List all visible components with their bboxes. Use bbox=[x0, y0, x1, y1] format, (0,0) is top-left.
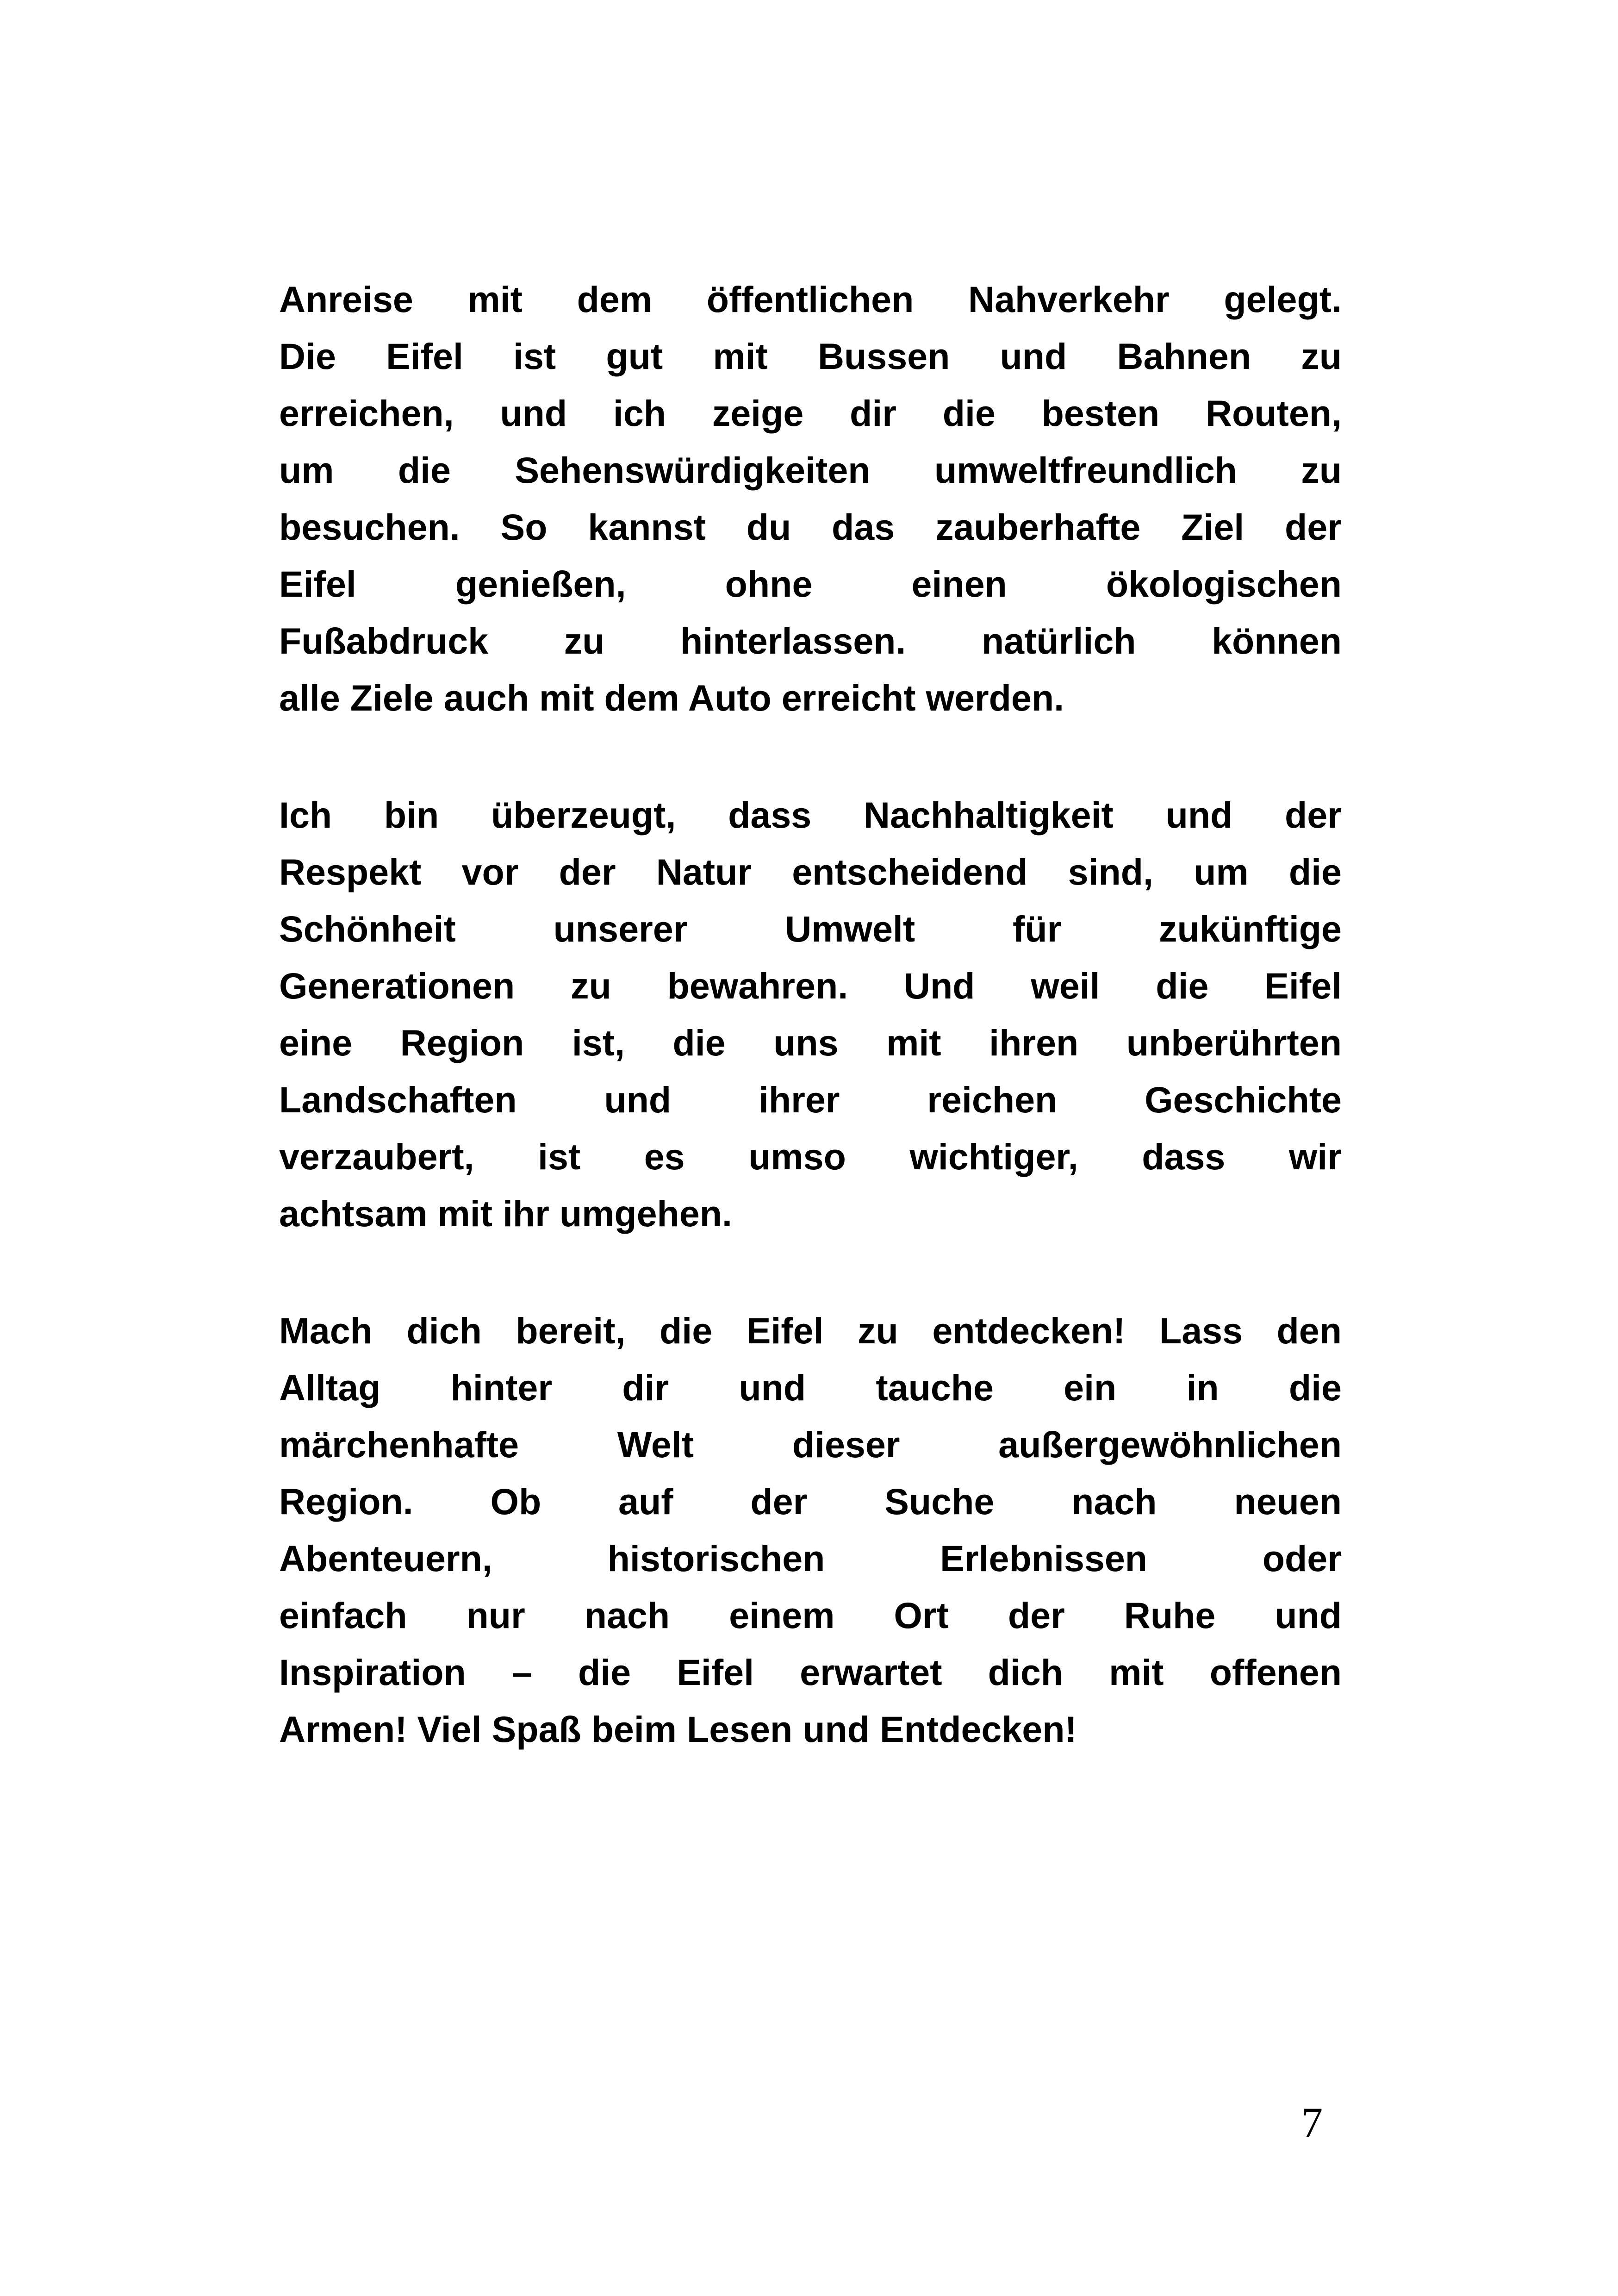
text-line: verzaubert, ist es umso wichtiger, dass wir bbox=[279, 1136, 1342, 1177]
text-line: Generationen zu bewahren. Und weil die Eifel bbox=[279, 965, 1342, 1006]
paragraph-1 bbox=[279, 271, 1342, 726]
text-line: märchenhafte Welt dieser außergewöhnlichen bbox=[279, 1424, 1342, 1465]
text-line: Ich bin überzeugt, dass Nachhaltigkeit und der bbox=[279, 794, 1342, 836]
text-line: Eifel genießen, ohne einen ökologischen bbox=[279, 563, 1342, 605]
text-line: Alltag hinter dir und tauche ein in die bbox=[279, 1367, 1342, 1408]
body-text bbox=[279, 271, 1342, 1758]
text-line: Landschaften und ihrer reichen Geschichte bbox=[279, 1079, 1342, 1120]
text-line: Fußabdruck zu hinterlassen. natürlich können bbox=[279, 620, 1342, 661]
text-line: Inspiration – die Eifel erwartet dich mit offenen bbox=[279, 1652, 1342, 1693]
text-line: alle Ziele auch mit dem Auto erreicht werden. bbox=[279, 677, 1064, 718]
text-line: eine Region ist, die uns mit ihren unberührten bbox=[279, 1022, 1342, 1063]
text-line: Anreise mit dem öffentlichen Nahverkehr gelegt. bbox=[279, 279, 1342, 320]
text-line: einfach nur nach einem Ort der Ruhe und bbox=[279, 1595, 1342, 1636]
page-number: 7 bbox=[1301, 2099, 1323, 2146]
paragraph-3 bbox=[279, 1302, 1342, 1758]
text-line: Schönheit unserer Umwelt für zukünftige bbox=[279, 908, 1342, 949]
text-line: Abenteuern, historischen Erlebnissen oder bbox=[279, 1538, 1342, 1579]
text-line: Armen! Viel Spaß beim Lesen und Entdecken! bbox=[279, 1709, 1077, 1750]
text-line: Die Eifel ist gut mit Bussen und Bahnen zu bbox=[279, 336, 1342, 377]
text-line: erreichen, und ich zeige dir die besten Routen, bbox=[279, 393, 1342, 434]
text-line: Respekt vor der Natur entscheidend sind, um die bbox=[279, 851, 1342, 892]
text-line: achtsam mit ihr umgehen. bbox=[279, 1193, 732, 1234]
text-line: um die Sehenswürdigkeiten umweltfreundlich zu bbox=[279, 449, 1342, 491]
text-line: besuchen. So kannst du das zauberhafte Ziel der bbox=[279, 506, 1342, 548]
paragraph-2 bbox=[279, 786, 1342, 1242]
text-line: Region. Ob auf der Suche nach neuen bbox=[279, 1481, 1342, 1522]
text-line: Mach dich bereit, die Eifel zu entdecken! Lass den bbox=[279, 1310, 1342, 1351]
